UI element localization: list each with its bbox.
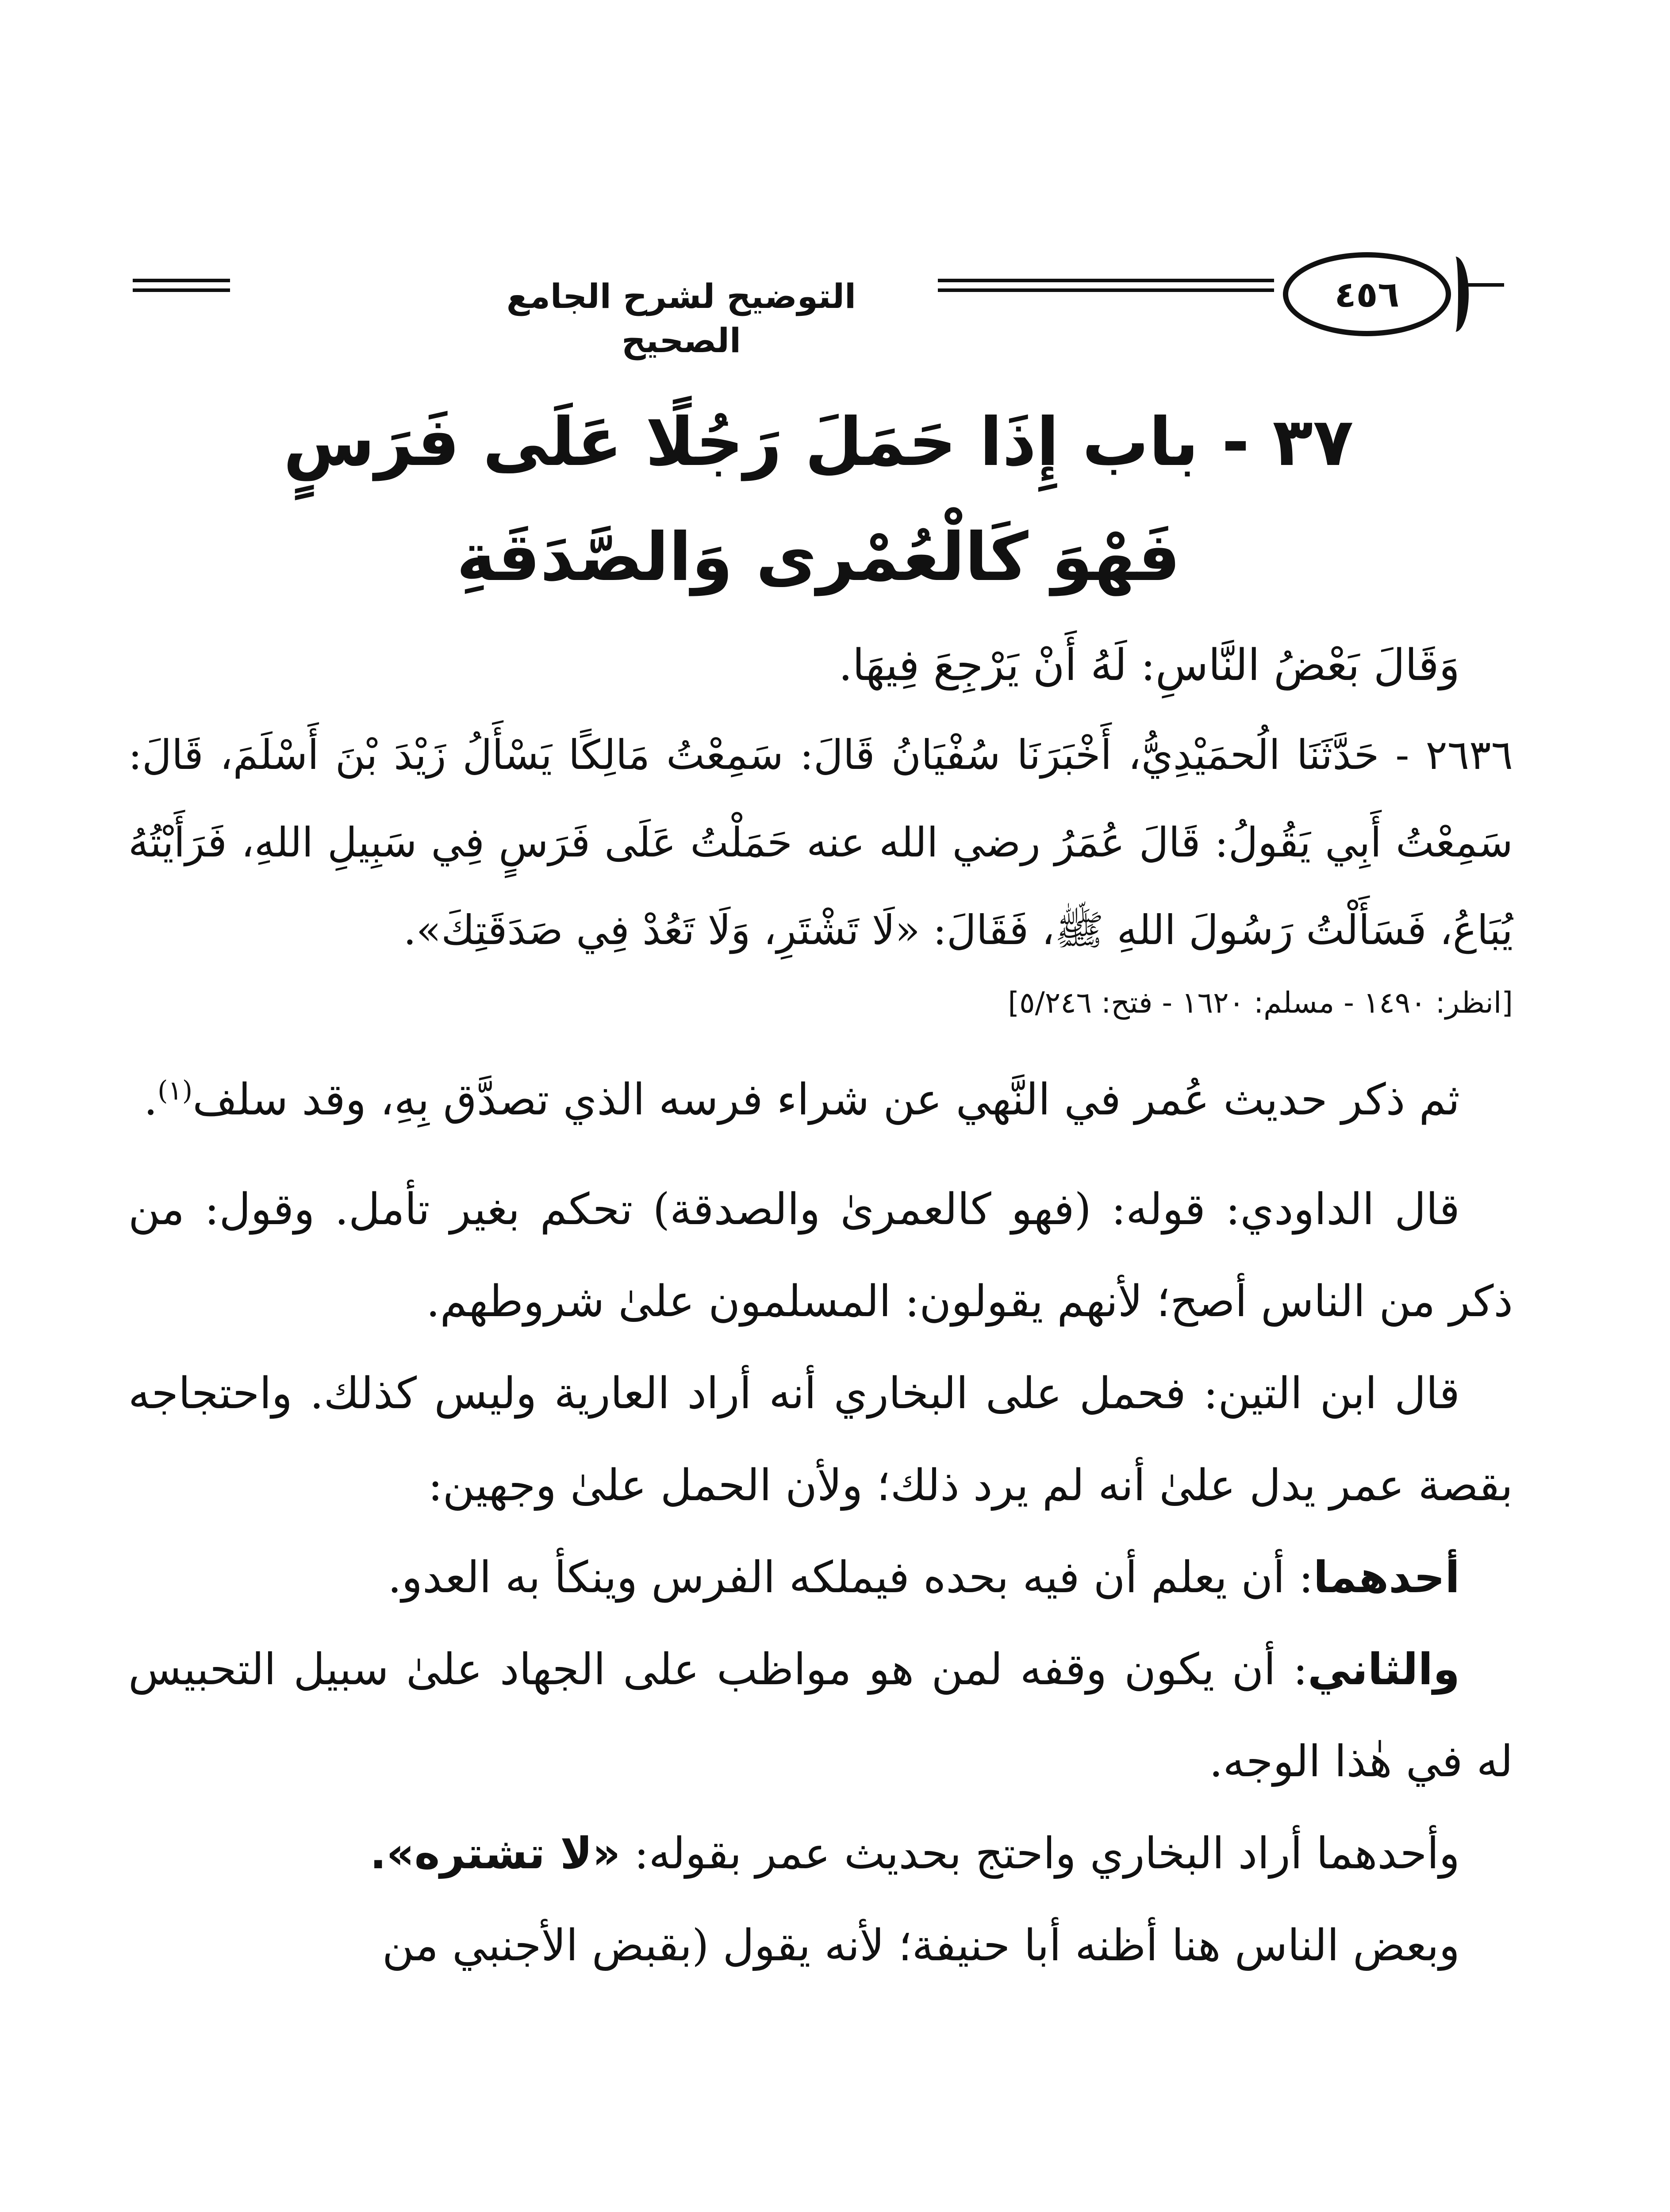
- badge-ornament: [1442, 257, 1469, 332]
- intro-statement: وَقَالَ بَعْضُ النَّاسِ: لَهُ أَنْ يَرْجِعَ فِيهَا.: [838, 640, 1460, 691]
- paragraph-6-quote: «لا تشتره».: [370, 1828, 621, 1879]
- hadith-text: ٢٦٣٦ - حَدَّثَنَا الُحمَيْدِيُّ، أَخْبَرَنَا سُفْيَانُ قَالَ: سَمِعْتُ مَالِكًا يَسْأَلُ زَيْدَ بْنَ أَسْلَمَ، قَالَ: سَمِعْتُ أَبِي يَقُولُ: قَالَ عُمَرُ رضي الله عنه حَمَلْتُ عَلَى فَرَسٍ فِي سَبِيلِ اللهِ، فَرَأَيْتُهُ يُبَاعُ، فَسَأَلْتُ رَسُولَ اللهِ ﷺ، فَقَالَ: «لَا تَشْتَرِ، وَلَا تَعُدْ فِي صَدَقَتِكَ».: [128, 731, 1513, 954]
- chapter-title-line1: ٣٧ - باب إِذَا حَمَلَ رَجُلًا عَلَى فَرَسٍ: [283, 404, 1354, 481]
- header-rule-left: [133, 279, 230, 282]
- running-header: [133, 248, 1504, 360]
- paragraph-3: قال ابن التين: فحمل على البخاري أنه أراد العارية وليس كذلك. واحتجاجه بقصة عمر يدل علىٰ أنه لم يرد ذلك؛ ولأن الحمل علىٰ وجهين:: [128, 1368, 1513, 1511]
- chapter-title-line2: فَهْوَ كَالْعُمْرى وَالصَّدَقَةِ: [456, 519, 1181, 596]
- footnote-marker[interactable]: (١): [157, 1075, 193, 1106]
- paragraph-4-text: : أن يعلم أن فيه بحده فيملكه الفرس وينكأ به العدو.: [388, 1552, 1313, 1603]
- paragraph-6-text: وأحدهما أراد البخاري واحتج بحديث عمر بقوله:: [634, 1828, 1460, 1879]
- paragraph-7: وبعض الناس هنا أظنه أبا حنيفة؛ لأنه يقول (بقبض الأجنبي من: [382, 1920, 1460, 1971]
- book-title: التوضيح لشرح الجامع الصحيح: [442, 274, 920, 363]
- paragraph-5-label: والثاني: [1307, 1644, 1460, 1695]
- header-rule-middle: [938, 279, 1274, 282]
- paragraph-4-label: أحدهما: [1313, 1552, 1460, 1603]
- paragraph-2: قال الداودي: قوله: (فهو كالعمرىٰ والصدقة) تحكم بغير تأمل. وقول: من ذكر من الناس أصح؛ لأنهم يقولون: المسلمون علىٰ شروطهم.: [128, 1184, 1513, 1327]
- cross-reference: [انظر: ١٤٩٠ - مسلم: ١٦٢٠ - فتح: ٥/٢٤٦]: [1008, 986, 1513, 1020]
- main-text: [128, 619, 1513, 1992]
- paragraph-5-text: : أن يكون وقفه لمن هو مواظب على الجهاد علىٰ سبيل التحبيس له في هٰذا الوجه.: [128, 1644, 1513, 1787]
- paragraph-5: [128, 1624, 1513, 1808]
- page-number-badge: [1283, 252, 1451, 336]
- paragraph-1-text: ثم ذكر حديث عُمر في النَّهي عن شراء فرسه الذي تصدَّق بِهِ، وقد سلف: [192, 1075, 1460, 1125]
- paragraph-1: ثم ذكر حديث عُمر في النَّهي عن شراء فرسه الذي تصدَّق بِهِ، وقد سلف$^{(١)}$.: [143, 1075, 1460, 1125]
- page-number: ٤٥٦: [1334, 273, 1400, 315]
- paragraph-4: [128, 1532, 1513, 1624]
- chapter-heading: [133, 385, 1504, 615]
- paragraph-6: [128, 1808, 1513, 1900]
